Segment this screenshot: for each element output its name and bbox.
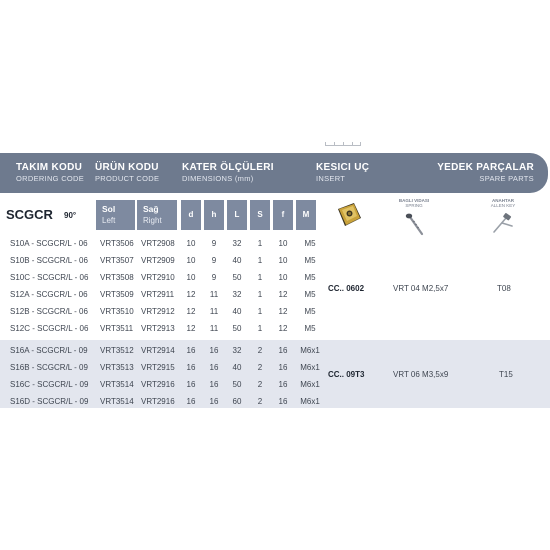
cell-f: 10 (278, 239, 288, 248)
cell-code: S16D - SCGCR/L - 09 (10, 397, 89, 406)
cell-code: S10B - SCGCR/L - 06 (10, 256, 88, 265)
cell-m: M6x1 (300, 363, 320, 372)
cell-m: M5 (304, 239, 316, 248)
cell-left: VRT3512 (100, 346, 134, 355)
cell-left: VRT3514 (100, 380, 134, 389)
cell-s: 1 (257, 239, 263, 248)
cell-m: M5 (304, 307, 316, 316)
cell-right: VRT2911 (141, 290, 175, 299)
cell-d: 16 (186, 397, 196, 406)
cell-f: 16 (278, 380, 288, 389)
cell-right: VRT2915 (141, 363, 175, 372)
key-code: T15 (499, 370, 513, 379)
table-row (0, 359, 330, 375)
cell-s: 1 (257, 290, 263, 299)
subhead-right (137, 200, 177, 230)
cell-s: 2 (257, 380, 263, 389)
cell-d: 10 (186, 273, 196, 282)
cell-s: 1 (257, 324, 263, 333)
cell-l: 40 (232, 363, 242, 372)
scale-mark (325, 142, 361, 146)
cell-code: S12C - SCGCR/L - 06 (10, 324, 89, 333)
table-row (0, 376, 330, 392)
subhead-sublabel: Left (102, 216, 116, 225)
cell-d: 12 (186, 290, 196, 299)
cell-h: 9 (211, 273, 217, 282)
cell-f: 12 (278, 324, 288, 333)
header-title: YEDEK PARÇALAR (437, 162, 534, 173)
cell-h: 9 (211, 239, 217, 248)
cell-f: 16 (278, 363, 288, 372)
table-row (0, 286, 330, 302)
cell-left: VRT3508 (100, 273, 134, 282)
cell-m: M5 (304, 256, 316, 265)
insert-code: CC.. 0602 (328, 284, 365, 293)
subhead-label: Sağ (143, 204, 159, 214)
header-title: KATER ÖLÇÜLERI (182, 162, 274, 173)
cell-code: S12A - SCGCR/L - 06 (10, 290, 88, 299)
dim-header-f: f (273, 200, 293, 230)
cell-code: S16B - SCGCR/L - 09 (10, 363, 88, 372)
header-insert (316, 162, 369, 183)
cell-s: 1 (257, 273, 263, 282)
table-header (0, 153, 548, 193)
cell-h: 11 (209, 324, 219, 333)
product-family-title: SCGCR (6, 207, 53, 222)
cell-f: 16 (278, 346, 288, 355)
allen-key-icon (488, 210, 516, 236)
cell-left: VRT3509 (100, 290, 134, 299)
screw-label-subtext: SPRING (405, 203, 423, 208)
cell-m: M6x1 (300, 397, 320, 406)
table-row (0, 235, 330, 251)
cell-h: 16 (209, 397, 219, 406)
cell-f: 10 (278, 273, 288, 282)
table-row (0, 269, 330, 285)
cell-m: M5 (304, 324, 316, 333)
cell-d: 16 (186, 380, 196, 389)
cell-code: S10A - SCGCR/L - 06 (10, 239, 88, 248)
cell-l: 40 (232, 256, 242, 265)
cell-left: VRT3513 (100, 363, 134, 372)
subhead-left (96, 200, 135, 230)
cell-s: 1 (257, 256, 263, 265)
insert-icon (334, 201, 364, 229)
subhead-label: Sol (102, 204, 116, 214)
cell-left: VRT3511 (100, 324, 134, 333)
cell-right: VRT2916 (141, 380, 175, 389)
cell-l: 32 (232, 290, 242, 299)
cell-h: 11 (209, 307, 219, 316)
cell-h: 16 (209, 380, 219, 389)
screw-code: VRT 04 M2,5x7 (393, 284, 449, 293)
cell-l: 32 (232, 346, 242, 355)
cell-f: 16 (278, 397, 288, 406)
dim-header-d: d (181, 200, 201, 230)
table-row (0, 320, 330, 336)
cell-code: S16A - SCGCR/L - 09 (10, 346, 88, 355)
cell-left: VRT3510 (100, 307, 134, 316)
cell-f: 10 (278, 256, 288, 265)
insert-code: CC.. 09T3 (328, 370, 365, 379)
header-subtitle: PRODUCT CODE (95, 174, 160, 183)
dim-header-L: L (227, 200, 247, 230)
cell-d: 12 (186, 324, 196, 333)
cell-left: VRT3506 (100, 239, 134, 248)
screw-code: VRT 06 M3,5x9 (393, 370, 449, 379)
cell-s: 2 (257, 363, 263, 372)
cell-s: 2 (257, 346, 263, 355)
table-row (0, 342, 330, 358)
key-label-subtext: ALLEN KEY (490, 203, 516, 208)
header-dimensions (182, 162, 274, 183)
cell-d: 16 (186, 363, 196, 372)
cell-code: S10C - SCGCR/L - 06 (10, 273, 89, 282)
cell-f: 12 (278, 307, 288, 316)
screw-icon (404, 212, 426, 238)
cell-right: VRT2908 (141, 239, 175, 248)
cell-l: 50 (232, 380, 242, 389)
header-title: ÜRÜN KODU (95, 162, 159, 173)
cell-h: 11 (209, 290, 219, 299)
key-label-text: ANAHTAR (492, 198, 514, 203)
approach-angle: 90° (64, 211, 77, 220)
table-row (0, 252, 330, 268)
cell-right: VRT2914 (141, 346, 175, 355)
cell-l: 40 (232, 307, 242, 316)
cell-d: 12 (186, 307, 196, 316)
header-subtitle: SPARE PARTS (479, 174, 534, 183)
dim-header-h: h (204, 200, 224, 230)
header-ordering-code (16, 162, 84, 183)
dim-header-S: S (250, 200, 270, 230)
header-title: KESICI UÇ (316, 162, 370, 173)
header-subtitle: DIMENSIONS (mm) (182, 174, 254, 183)
subhead-sublabel: Right (143, 216, 162, 225)
cell-right: VRT2910 (141, 273, 175, 282)
cell-l: 50 (232, 273, 242, 282)
cell-right: VRT2913 (141, 324, 175, 333)
cell-h: 9 (211, 256, 217, 265)
cell-l: 50 (232, 324, 242, 333)
cell-right: VRT2916 (141, 397, 175, 406)
header-subtitle: INSERT (316, 174, 346, 183)
header-title: TAKIM KODU (16, 162, 83, 173)
screw-label-text: BAGLI VIDASI (398, 198, 430, 203)
cell-l: 32 (232, 239, 242, 248)
table-row (0, 303, 330, 319)
key-code: T08 (497, 284, 511, 293)
table-row (0, 393, 330, 409)
cell-h: 16 (209, 363, 219, 372)
cell-s: 1 (257, 307, 263, 316)
cell-h: 16 (209, 346, 219, 355)
cell-right: VRT2909 (141, 256, 175, 265)
cell-d: 16 (186, 346, 196, 355)
header-product-code (95, 162, 159, 183)
cell-m: M5 (304, 290, 316, 299)
cell-left: VRT3514 (100, 397, 134, 406)
header-subtitle: ORDERING CODE (16, 174, 85, 183)
cell-m: M5 (304, 273, 316, 282)
cell-m: M6x1 (300, 346, 320, 355)
key-label (483, 198, 523, 208)
cell-code: S12B - SCGCR/L - 06 (10, 307, 88, 316)
cell-m: M6x1 (300, 380, 320, 389)
cell-d: 10 (186, 256, 196, 265)
cell-left: VRT3507 (100, 256, 134, 265)
dim-header-M: M (296, 200, 316, 230)
cell-code: S16C - SCGCR/L - 09 (10, 380, 89, 389)
cell-s: 2 (257, 397, 263, 406)
cell-f: 12 (278, 290, 288, 299)
screw-label (394, 198, 434, 208)
header-spare-parts (437, 162, 534, 183)
cell-right: VRT2912 (141, 307, 175, 316)
cell-d: 10 (186, 239, 196, 248)
cell-l: 60 (232, 397, 242, 406)
